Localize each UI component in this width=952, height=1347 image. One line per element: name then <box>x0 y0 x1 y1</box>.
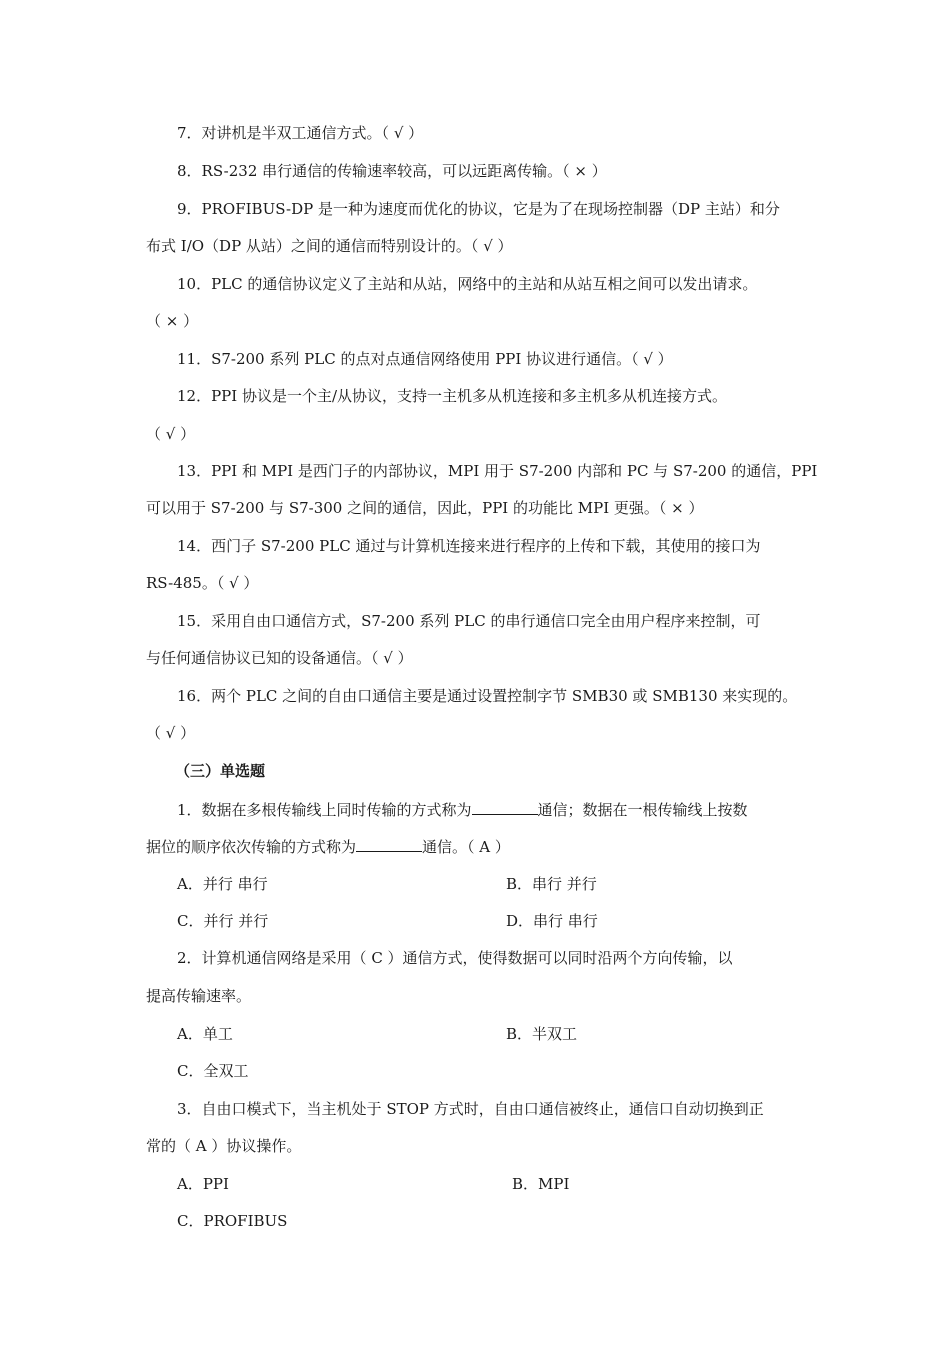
tf-question-13-line1: 13．PPI 和 MPI 是西门子的内部协议，MPI 用于 S7-200 内部和 PC 与 S7-200 的通信，PPI <box>177 462 818 480</box>
tf-question-13-line2: 可以用于 S7-200 与 S7-300 之间的通信，因此，PPI 的功能比 MPI 更强。（ × ） <box>146 499 704 517</box>
fill-blank-1 <box>472 798 538 815</box>
mc-question-1-text-d: 通信。（ A ） <box>422 838 510 856</box>
tf-question-8-text: 8．RS-232 串行通信的传输速率较高，可以远距离传输。（ × ） <box>177 162 607 180</box>
mc-question-3-option-b: B．MPI <box>512 1175 570 1193</box>
mc-question-2-line2: 提高传输速率。 <box>146 987 252 1005</box>
mc-question-1-text-a: 1．数据在多根传输线上同时传输的方式称为 <box>177 801 472 819</box>
fill-blank-2 <box>356 835 422 852</box>
tf-question-16-line1: 16．两个 PLC 之间的自由口通信主要是通过设置控制字节 SMB30 或 SMB130 来实现的。 <box>177 687 798 705</box>
mc-question-3-line1: 3．自由口模式下，当主机处于 STOP 方式时，自由口通信被终止，通信口自动切换到正 <box>177 1100 764 1118</box>
tf-question-10-answer: （ × ） <box>146 312 199 330</box>
tf-question-12-line1: 12．PPI 协议是一个主/从协议，支持一主机多从机连接和多主机多从机连接方式。 <box>177 387 728 405</box>
mc-question-1-line2 <box>146 835 510 858</box>
tf-question-15-line1: 15．采用自由口通信方式，S7-200 系列 PLC 的串行通信口完全由用户程序来控制，可 <box>177 612 761 630</box>
mc-question-1-option-c: C．并行 并行 <box>177 912 269 930</box>
mc-question-1-line1 <box>177 798 748 821</box>
mc-question-3-option-c: C．PROFIBUS <box>177 1212 288 1230</box>
tf-question-9-line2: 布式 I/O（DP 从站）之间的通信而特别设计的。（ √ ） <box>146 237 513 255</box>
mc-question-1-option-d: D．串行 串行 <box>506 912 598 930</box>
mc-question-2-option-a: A．单工 <box>177 1025 233 1043</box>
tf-question-12-answer: （ √ ） <box>146 425 196 443</box>
mc-question-3-option-a: A．PPI <box>177 1175 229 1193</box>
mc-question-2-option-b: B．半双工 <box>506 1025 578 1043</box>
mc-question-3-line2: 常的（ A ）协议操作。 <box>146 1137 302 1155</box>
tf-question-10-line1: 10．PLC 的通信协议定义了主站和从站，网络中的主站和从站互相之间可以发出请求。 <box>177 275 758 293</box>
tf-question-9-line1: 9．PROFIBUS-DP 是一种为速度而优化的协议，它是为了在现场控制器（DP 主站）和分 <box>177 200 780 218</box>
mc-question-1-option-a: A．并行 串行 <box>177 875 268 893</box>
mc-question-2-line1: 2．计算机通信网络是采用（ C ）通信方式，使得数据可以同时沿两个方向传输，以 <box>177 949 733 967</box>
tf-question-7-text: 7．对讲机是半双工通信方式。（ √ ） <box>177 124 424 142</box>
mc-question-2-option-c: C．全双工 <box>177 1062 249 1080</box>
tf-question-16-answer: （ √ ） <box>146 724 196 742</box>
tf-question-11-text: 11．S7-200 系列 PLC 的点对点通信网络使用 PPI 协议进行通信。（ √ ） <box>177 350 673 368</box>
tf-question-14-line1: 14．西门子 S7-200 PLC 通过与计算机连接来进行程序的上传和下载，其使用的接口为 <box>177 537 761 555</box>
mc-question-1-text-c: 据位的顺序依次传输的方式称为 <box>146 838 357 856</box>
section-heading: （三）单选题 <box>175 762 266 780</box>
tf-question-14-line2: RS-485。（ √ ） <box>146 574 259 592</box>
tf-question-15-line2: 与任何通信协议已知的设备通信。（ √ ） <box>146 649 413 667</box>
mc-question-1-option-b: B．串行 并行 <box>506 875 597 893</box>
mc-question-1-text-b: 通信；数据在一根传输线上按数 <box>537 801 748 819</box>
